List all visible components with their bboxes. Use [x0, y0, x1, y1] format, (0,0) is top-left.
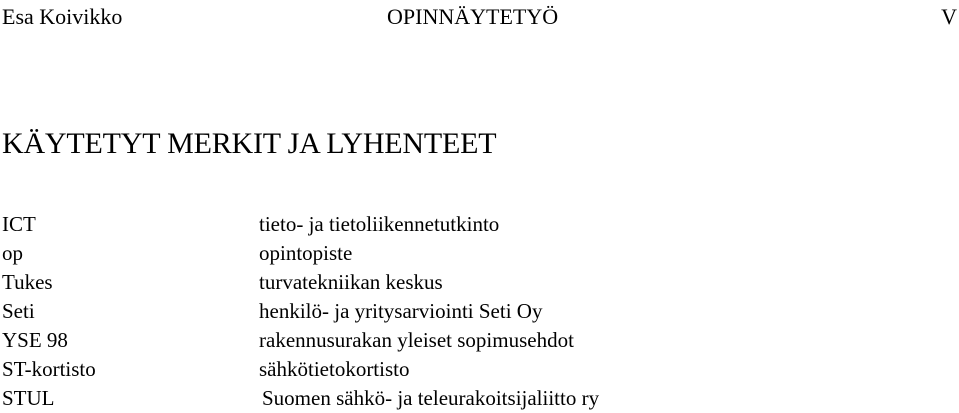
abbreviation-list: [0, 210, 959, 413]
header-author: Esa Koivikko: [2, 4, 123, 29]
abbreviation-definition: tieto- ja tietoliikennetutkinto: [259, 212, 500, 236]
abbreviation-term: YSE 98: [2, 328, 68, 352]
abbreviation-row: [0, 268, 959, 297]
abbreviation-definition: sähkötietokortisto: [259, 357, 410, 381]
abbreviation-term: ST-kortisto: [2, 357, 96, 381]
abbreviation-row: [0, 326, 959, 355]
header-page-number: V: [941, 4, 957, 29]
abbreviation-row: [0, 355, 959, 384]
abbreviation-definition: henkilö- ja yritysarviointi Seti Oy: [259, 299, 543, 323]
abbreviation-row: [0, 239, 959, 268]
abbreviation-definition: turvatekniikan keskus: [259, 270, 443, 294]
header-document-type: OPINNÄYTETYÖ: [387, 4, 559, 29]
abbreviation-row: [0, 297, 959, 326]
abbreviation-definition: opintopiste: [259, 241, 353, 265]
section-heading: KÄYTETYT MERKIT JA LYHENTEET: [2, 127, 497, 160]
abbreviation-term: ICT: [2, 212, 36, 236]
abbreviation-term: STUL: [2, 386, 55, 410]
abbreviation-term: op: [2, 241, 23, 265]
abbreviation-definition: rakennusurakan yleiset sopimusehdot: [259, 328, 574, 352]
abbreviation-term: Tukes: [2, 270, 53, 294]
abbreviation-row: [0, 210, 959, 239]
abbreviation-term: Seti: [2, 299, 35, 323]
abbreviation-definition: Suomen sähkö- ja teleurakoitsijaliitto ry: [262, 386, 600, 410]
page-header: [0, 2, 959, 32]
